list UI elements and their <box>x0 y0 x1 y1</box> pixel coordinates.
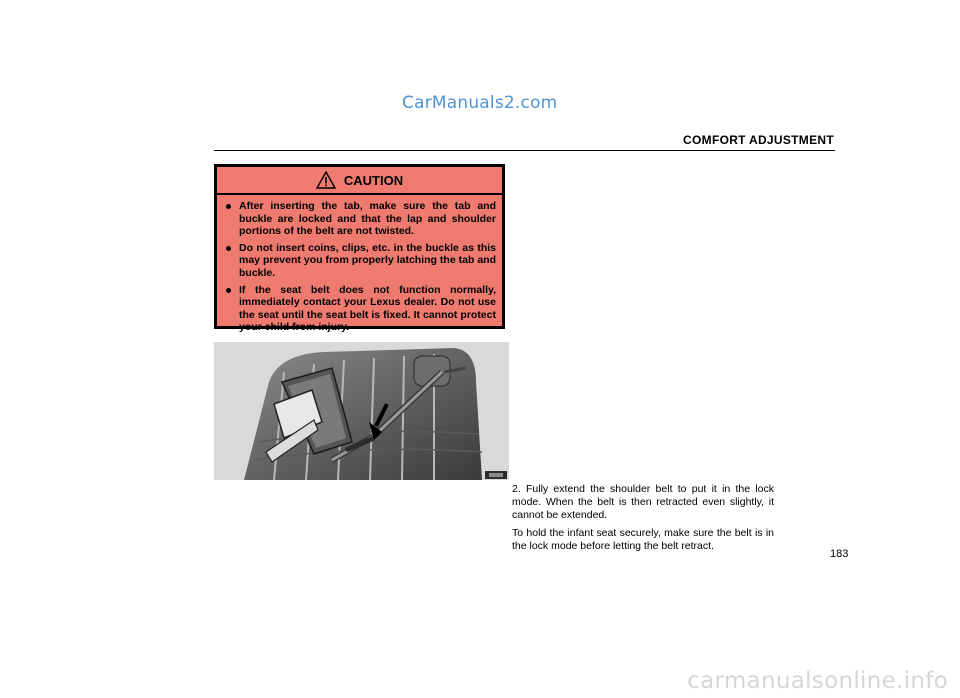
caution-item: If the seat belt does not function normally, immediately contact your Lexus dealer. Do not use the seat until the seat belt is fixed. It cannot protect your child from injury. <box>225 284 496 334</box>
caution-list <box>217 195 502 334</box>
caution-item: Do not insert coins, clips, etc. in the buckle as this may prevent you from properly latching the tab and buckle. <box>225 242 496 280</box>
step-paragraph: 2. Fully extend the shoulder belt to put it in the lock mode. When the belt is then retracted even slightly, it cannot be extended. <box>512 483 774 521</box>
child-seat-belt-illustration <box>214 342 509 480</box>
caution-item: After inserting the tab, make sure the tab and buckle are locked and that the lap and shoulder portions of the belt are not twisted. <box>225 200 496 238</box>
watermark-carmanuals2: CarManuals2.com <box>402 93 558 113</box>
header-rule <box>214 150 835 151</box>
note-paragraph: To hold the infant seat securely, make sure the belt is in the lock mode before letting the belt retract. <box>512 527 774 553</box>
warning-triangle-icon <box>316 171 336 189</box>
watermark-carmanualsonline: carmanualsonline.info <box>687 668 948 694</box>
page-number: 183 <box>830 548 849 560</box>
instruction-text <box>512 483 774 559</box>
caution-box <box>214 164 505 334</box>
caution-title: CAUTION <box>343 172 404 188</box>
caution-header <box>217 167 502 195</box>
section-title: COMFORT ADJUSTMENT <box>683 133 834 147</box>
